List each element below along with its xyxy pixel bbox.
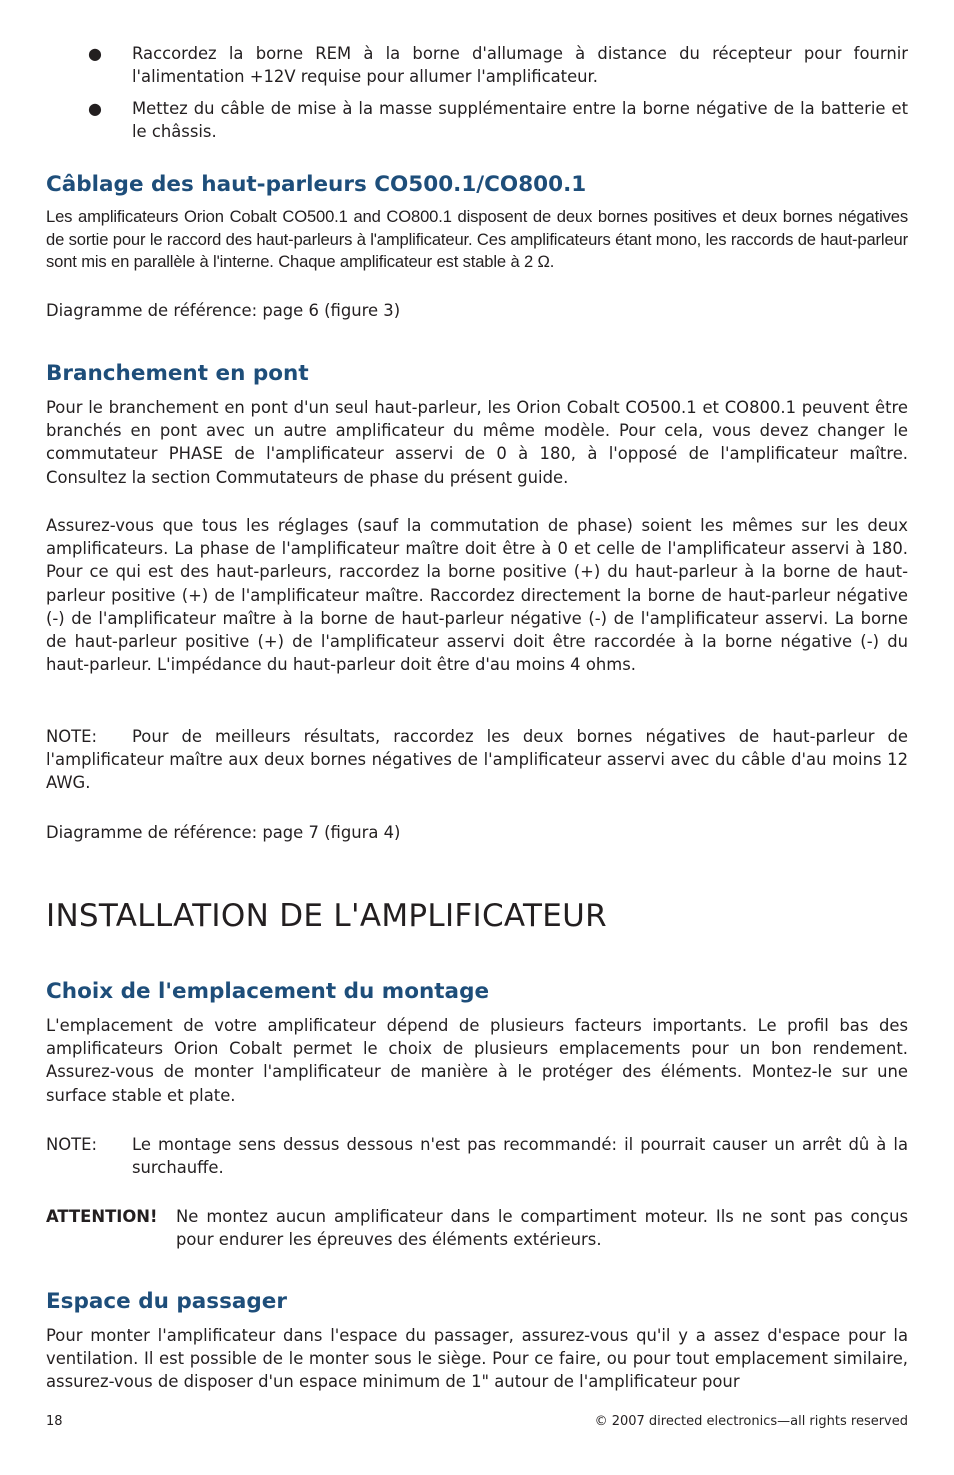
pont-reference: Diagramme de référence: page 7 (figura 4) [46,823,401,842]
bullet-item [46,97,908,143]
section-heading-passager: Espace du passager [46,1289,287,1314]
copyright-notice: © 2007 directed electronics—all rights reserved [594,1414,908,1429]
note-body: Pour de meilleurs résultats, raccordez les deux bornes négatives de haut-parleur de l'amplificateur maître aux deux bornes négatives de l'amplificateur asservi avec du câble d'au moins 12 AWG. [46,727,908,793]
bullet-text: Mettez du câble de mise à la masse supplémentaire entre la borne négative de la batterie et le châssis. [132,99,908,142]
page-number: 18 [46,1414,63,1429]
section-heading-choix: Choix de l'emplacement du montage [46,979,490,1004]
pont-note [46,725,908,795]
note-label: NOTE: [46,727,98,746]
section-heading-cablage: Câblage des haut-parleurs CO500.1/CO800.1 [46,172,587,197]
choix-body: L'emplacement de votre amplificateur dépend de plusieurs facteurs importants. Le profil bas des amplificateurs Orion Cobalt permet le choix de plusieurs emplacements pour un bon rendement. Assurez-vous de monter l'amplificateur de manière à le protéger des éléments. Montez-le sur une surface stable et plate. [46,1016,908,1105]
passager-body: Pour monter l'amplificateur dans l'espace du passager, assurez-vous qu'il y a assez d'espace pour la ventilation. Il est possible de le monter sous le siège. Pour ce faire, ou pour tout emplacement similaire, assurez-vous de disposer d'un espace minimum de 1" autour de l'amplificateur pour [46,1326,908,1392]
bullet-text: Raccordez la borne REM à la borne d'allumage à distance du récepteur pour fournir l'alimentation +12V requise pour allumer l'amplificateur. [132,44,908,87]
attention-note [46,1205,908,1251]
section-heading-pont: Branchement en pont [46,361,309,386]
bullet-item [46,42,908,88]
bullet-dot-icon: ● [88,44,102,63]
choix-note [46,1133,908,1179]
pont-paragraph-2: Assurez-vous que tous les réglages (sauf la commutation de phase) soient les mêmes sur les deux amplificateurs. La phase de l'amplificateur maître doit être à 0 et celle de l'amplificateur asservi à 180. Pour ce qui est des haut-parleurs, raccordez la borne positive (+) du haut-parleur à la borne de haut-parleur positive (+) de l'amplificateur maître. Raccordez directement la borne de haut-parleur négative (-) de l'amplificateur maître à la borne de haut-parleur négative (-) de l'amplificateur asservi. La borne de haut-parleur positive (+) de l'amplificateur asservi doit être raccordée à la borne négative (-) du haut-parleur. L'impédance du haut-parleur doit être d'au moins 4 ohms. [46,516,908,675]
note-label: NOTE: [46,1135,98,1154]
cablage-reference: Diagramme de référence: page 6 (figure 3) [46,301,401,320]
cablage-body: Les amplificateurs Orion Cobalt CO500.1 and CO800.1 disposent de deux bornes positives et deux bornes négatives de sortie pour le raccord des haut-parleurs à l'amplificateur. Ces amplificateurs étant mono, les raccords de haut-parleur sont mis en parallèle à l'interne. Chaque amplificateur est stable à 2 Ω. [46,207,909,272]
bullet-dot-icon: ● [88,99,102,118]
attention-label: ATTENTION! [46,1207,158,1226]
pont-paragraph-1: Pour le branchement en pont d'un seul haut-parleur, les Orion Cobalt CO500.1 et CO800.1 peuvent être branchés en pont avec un autre amplificateur du même modèle. Pour cela, vous devez changer le commutateur PHASE de l'amplificateur asservi de 0 à 180, à l'opposé de l'amplificateur maître. Consultez la section Commutateurs de phase du présent guide. [46,398,908,487]
pont-note-text [46,725,908,795]
page-title: INSTALLATION DE L'AMPLIFICATEUR [46,898,607,934]
attention-body: Ne montez aucun amplificateur dans le compartiment moteur. Ils ne sont pas conçus pour endurer les épreuves des éléments extérieurs. [176,1207,908,1250]
note-body: Le montage sens dessus dessous n'est pas recommandé: il pourrait causer un arrêt dû à la surchauffe. [132,1135,908,1178]
